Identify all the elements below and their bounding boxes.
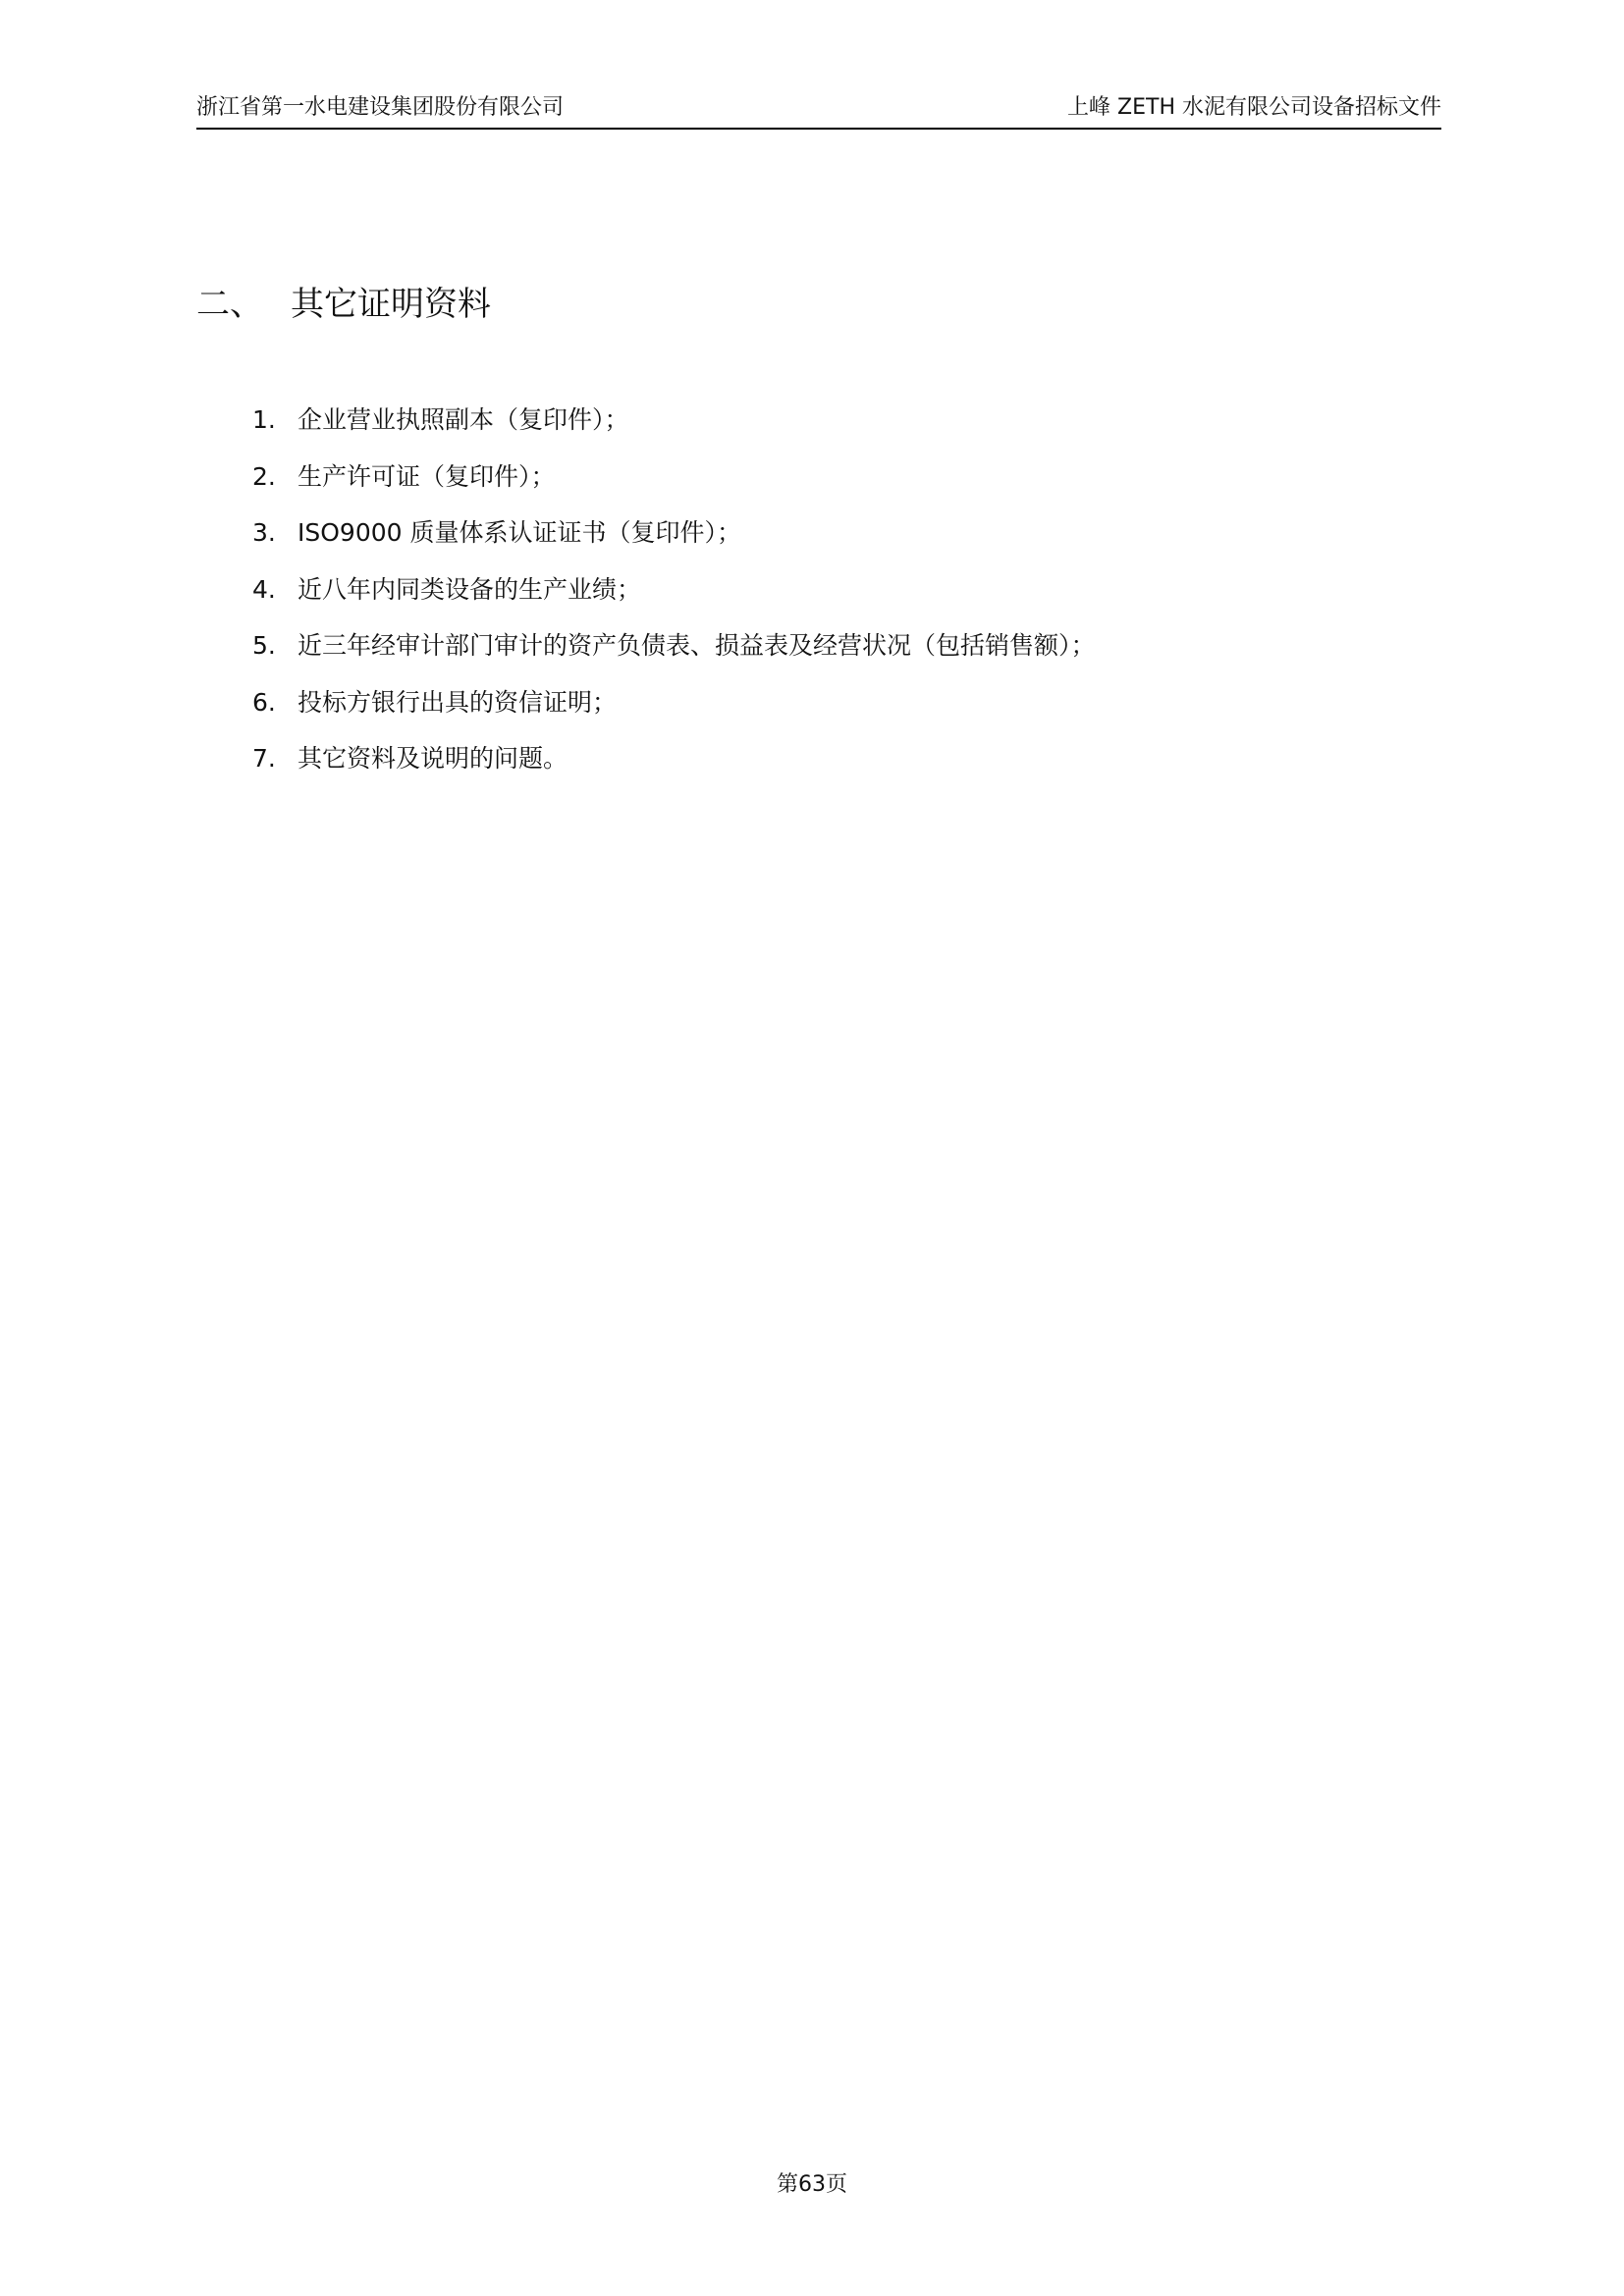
- list-item-number: 1.: [252, 405, 276, 434]
- page-header: [196, 90, 1441, 130]
- list-item-text: 其它资料及说明的问题。: [298, 744, 568, 773]
- list-item-text: 企业营业执照副本（复印件）；: [298, 405, 629, 434]
- list-item: [252, 739, 1096, 796]
- list-item-text: 近三年经审计部门审计的资产负债表、损益表及经营状况（包括销售额）；: [298, 631, 1096, 660]
- document-list: [252, 400, 1096, 796]
- list-item-text: 近八年内同类设备的生产业绩；: [298, 574, 642, 604]
- list-item: [252, 683, 1096, 740]
- section-heading: [196, 283, 491, 326]
- list-item-number: 5.: [252, 631, 276, 660]
- header-company: 浙江省第一水电建设集团股份有限公司: [196, 95, 565, 120]
- list-item-number: 4.: [252, 574, 276, 604]
- list-item-text: 生产许可证（复印件）；: [298, 461, 556, 491]
- list-item: [252, 457, 1096, 514]
- list-item-number: 3.: [252, 518, 276, 547]
- list-item-number: 2.: [252, 461, 276, 491]
- page-number: 第63页: [777, 2172, 847, 2197]
- section-number: 二、: [196, 285, 263, 324]
- header-document-title: 上峰 ZETH 水泥有限公司设备招标文件: [1067, 95, 1441, 120]
- list-item-number: 6.: [252, 687, 276, 717]
- list-item: [252, 400, 1096, 457]
- list-item: [252, 626, 1096, 683]
- list-item-text: 投标方银行出具的资信证明；: [298, 687, 618, 717]
- section-title: 其它证明资料: [291, 285, 491, 324]
- list-item-number: 7.: [252, 744, 276, 773]
- list-item-text: ISO9000 质量体系认证证书（复印件）；: [298, 518, 741, 547]
- list-item: [252, 513, 1096, 570]
- list-item: [252, 570, 1096, 627]
